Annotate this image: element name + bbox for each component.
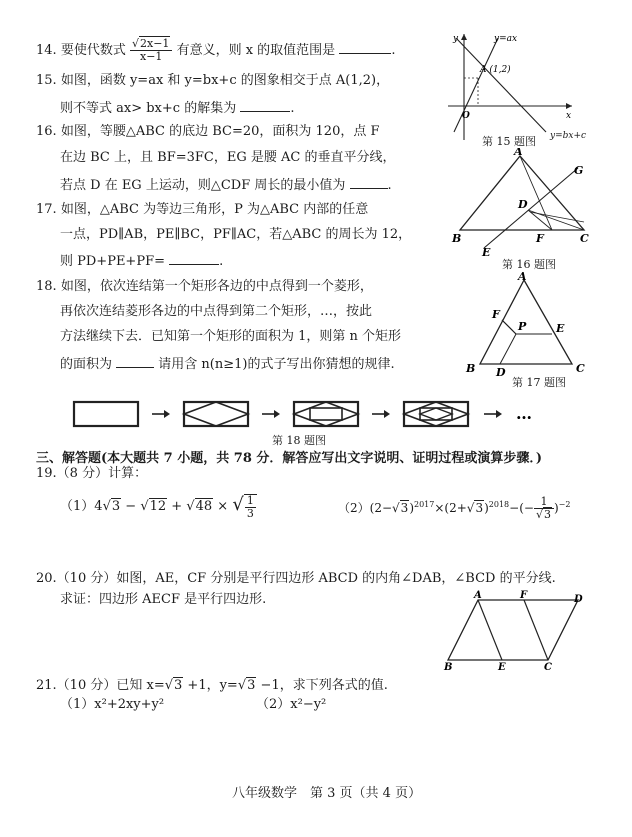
figure-17 [460, 272, 592, 390]
exponent: 2018 [488, 500, 510, 509]
question-19-title: 19.（8 分）计算： [36, 466, 148, 481]
rectangle-4-outer [404, 402, 468, 426]
part-label: （2） [338, 501, 370, 515]
step-2 [184, 402, 248, 426]
numerator: 1 [246, 493, 254, 507]
question-text: 如图，依次连结第一个矩形各边的中点得到一个菱形， [60, 279, 373, 294]
question-21-part2: （2）x²−y² [256, 697, 327, 712]
operator: − [121, 499, 141, 514]
page-footer: 八年级数学 第 3 页（共 4 页） [232, 786, 422, 801]
question-18-line4 [60, 355, 395, 373]
label-c: C [576, 362, 585, 375]
rhombus-3 [294, 402, 358, 426]
label-b: B [452, 232, 462, 245]
segment-af [520, 156, 552, 230]
figure-18-caption: 第 18 题图 [272, 434, 326, 447]
label-c: C [580, 232, 589, 245]
radicand: 3 [543, 508, 551, 521]
label-f: F [492, 308, 500, 321]
answer-blank[interactable] [339, 41, 391, 54]
label-d: D [496, 366, 506, 379]
question-text: +1，y= [183, 678, 238, 693]
label-a: A [514, 148, 523, 158]
question-number: 17. [36, 202, 57, 217]
question-16-line2: 在边 BC 上，且 BF=3FC，EG 是腰 AC 的垂直平分线， [60, 150, 396, 165]
period: . [391, 43, 396, 58]
question-text: −1，求下列各式的值. [256, 678, 388, 693]
label-e: E [556, 322, 565, 335]
question-text: 若点 D 在 EG 上运动，则△CDF 周长的最小值为 [60, 178, 346, 193]
question-number: 14. [36, 43, 57, 58]
x-axis-arrow [566, 103, 572, 109]
question-20-line2: 求证：四边形 AECF 是平行四边形. [60, 592, 267, 607]
rectangle-3-outer [294, 402, 358, 426]
question-15-line1 [36, 73, 389, 89]
exponent: 2017 [414, 500, 435, 509]
question-18-line2: 再依次连结菱形各边的中点得到第二个矩形，…，按此 [60, 304, 373, 319]
question-number: 15. [36, 73, 57, 88]
rectangle-1 [74, 402, 138, 426]
question-text: 有意义，则 x 的取值范围是 [176, 43, 336, 58]
ellipsis: … [516, 404, 532, 423]
segment-df [528, 210, 552, 230]
question-19-part1: （1）4√3 − √12 + √48 × √ $\frac{1}{3}$ [60, 492, 257, 518]
rectangle-3-inner [310, 408, 342, 420]
label-f: F [536, 232, 544, 245]
label-origin: O [462, 111, 470, 121]
question-text: 则不等式 ax> bx+c 的解集为 [60, 101, 237, 116]
part-label: （1） [60, 499, 95, 514]
period: . [387, 178, 392, 193]
question-number: 16. [36, 124, 57, 139]
question-21-part1: （1）x²+2xy+y² [60, 697, 165, 712]
label-x: x [566, 111, 572, 121]
figure-15-caption: 第 15 题图 [482, 135, 536, 148]
rectangle-2-outer [184, 402, 248, 426]
numerator: 1 [534, 496, 554, 509]
fraction: $\frac{√2x-1}{x-1}$ [130, 38, 172, 63]
fraction [244, 494, 257, 520]
radicand: 3 [174, 678, 183, 693]
rectangle-4-inner [420, 408, 452, 420]
radicand: 12 [149, 499, 167, 514]
step-4 [404, 402, 468, 426]
figure-17-caption: 第 17 题图 [512, 376, 566, 389]
expr: ×(2+ [434, 501, 467, 515]
operator: × [213, 499, 233, 514]
label-point-a: A (1,2) [480, 65, 511, 75]
question-text: 的面积为 [60, 357, 113, 372]
question-19-part2: $(2)(2-√3)^{2017}\times(2+√3)^{2018}-(-$ $\frac{1}{√3}$ )$^{-2}$ [338, 495, 571, 521]
figure-20 [440, 588, 590, 672]
figure-15 [440, 28, 580, 148]
coefficient: 4 [94, 499, 103, 514]
expr: −(− [509, 501, 534, 515]
denominator: x−1 [139, 50, 163, 63]
figure-18 [70, 398, 570, 430]
exponent: −2 [558, 500, 571, 509]
question-18-line3: 方法继续下去．已知第一个矩形的面积为 1，则第 n 个矩形 [60, 329, 402, 344]
question-17-line3 [60, 252, 223, 270]
expr: (2− [369, 501, 393, 515]
question-20-line1: 20.（10 分）如图，AE，CF 分别是平行四边形 ABCD 的内角∠DAB，∠BCD 的平分线. [36, 571, 556, 586]
expr: ) [553, 501, 559, 515]
radicand: 48 [195, 499, 213, 514]
question-text: 如图，等腰△ABC 的底边 BC=20，面积为 120，点 F [60, 124, 380, 139]
expr: ) [484, 501, 489, 515]
question-17-line1 [36, 202, 368, 218]
segment-cf [524, 600, 548, 660]
radicand: 2x−1 [140, 37, 170, 50]
period: . [290, 101, 295, 116]
rhombus-4-inner [420, 408, 452, 420]
radicand: 3 [247, 678, 256, 693]
label-y-ax: y=ax [494, 34, 518, 44]
section-header: 三、解答题(本大题共 7 小题，共 78 分．解答应写出文字说明、证明过程或演算步骤．) [36, 451, 543, 466]
question-16-line1 [36, 124, 380, 140]
label-e: E [482, 246, 491, 258]
segment-pd [500, 334, 516, 364]
question-text: 请用含 n(n≥1)的式子写出你猜想的规律. [158, 357, 395, 372]
answer-blank[interactable] [240, 99, 290, 112]
rhombus-2 [184, 402, 248, 426]
fraction: $\frac{1}{√3}$ [534, 496, 554, 521]
figure-16 [448, 148, 592, 258]
question-17-line2: 一点，PD∥AB，PE∥BC，PF∥AC，若△ABC 的周长为 12， [60, 227, 412, 242]
label-a: A [518, 272, 527, 283]
line-eg [484, 168, 578, 248]
label-d: D [574, 594, 583, 605]
segment-fp [502, 320, 516, 334]
question-text: 如图，△ABC 为等边三角形，P 为△ABC 内部的任意 [60, 202, 369, 217]
label-b: B [444, 662, 453, 672]
label-d: D [518, 198, 528, 211]
label-c: C [544, 662, 552, 672]
answer-blank[interactable] [169, 252, 219, 265]
question-text: 则 PD+PE+PF= [60, 254, 165, 269]
expr: ) [409, 501, 414, 515]
label-y: y [453, 34, 459, 44]
sqrt-sign: √ [232, 494, 244, 515]
denominator: 3 [246, 506, 254, 520]
arrow-4 [484, 410, 502, 418]
y-axis-arrow [461, 34, 467, 40]
arrow-1 [152, 410, 170, 418]
radicand: 3 [111, 499, 121, 514]
period: . [219, 254, 224, 269]
question-text: 如图，函数 y=ax 和 y=bx+c 的图象相交于点 A(1,2)， [60, 73, 390, 88]
question-text: 要使代数式 [60, 43, 126, 58]
answer-blank[interactable] [116, 355, 154, 368]
rhombus-4 [404, 402, 468, 426]
question-15-line2 [60, 99, 294, 117]
operator: + [167, 499, 187, 514]
step-3 [294, 402, 358, 426]
question-18-line1 [36, 279, 373, 295]
arrow-3 [372, 410, 390, 418]
label-e: E [498, 662, 506, 672]
line-y-ax [454, 38, 498, 132]
label-g: G [574, 164, 584, 177]
answer-blank[interactable] [350, 176, 388, 189]
radicand: 3 [475, 501, 484, 515]
question-21-line1: 21.（10 分）已知 x=√3 +1，y=√3 −1，求下列各式的值. [36, 678, 388, 693]
segment-ae [478, 600, 502, 660]
question-number: 18. [36, 279, 57, 294]
label-p: P [518, 320, 527, 333]
radicand: 3 [400, 501, 409, 515]
label-y-bx-c: y=bx+c [550, 131, 587, 141]
arrow-2 [262, 410, 280, 418]
figure-16-caption: 第 16 题图 [502, 258, 556, 271]
question-text: 21.（10 分）已知 x= [36, 678, 165, 693]
parallelogram-abcd [448, 600, 578, 660]
label-a: A [474, 590, 482, 601]
question-14 [36, 38, 395, 63]
label-b: B [466, 362, 476, 375]
label-f: F [520, 590, 528, 601]
question-16-line3 [60, 176, 392, 194]
